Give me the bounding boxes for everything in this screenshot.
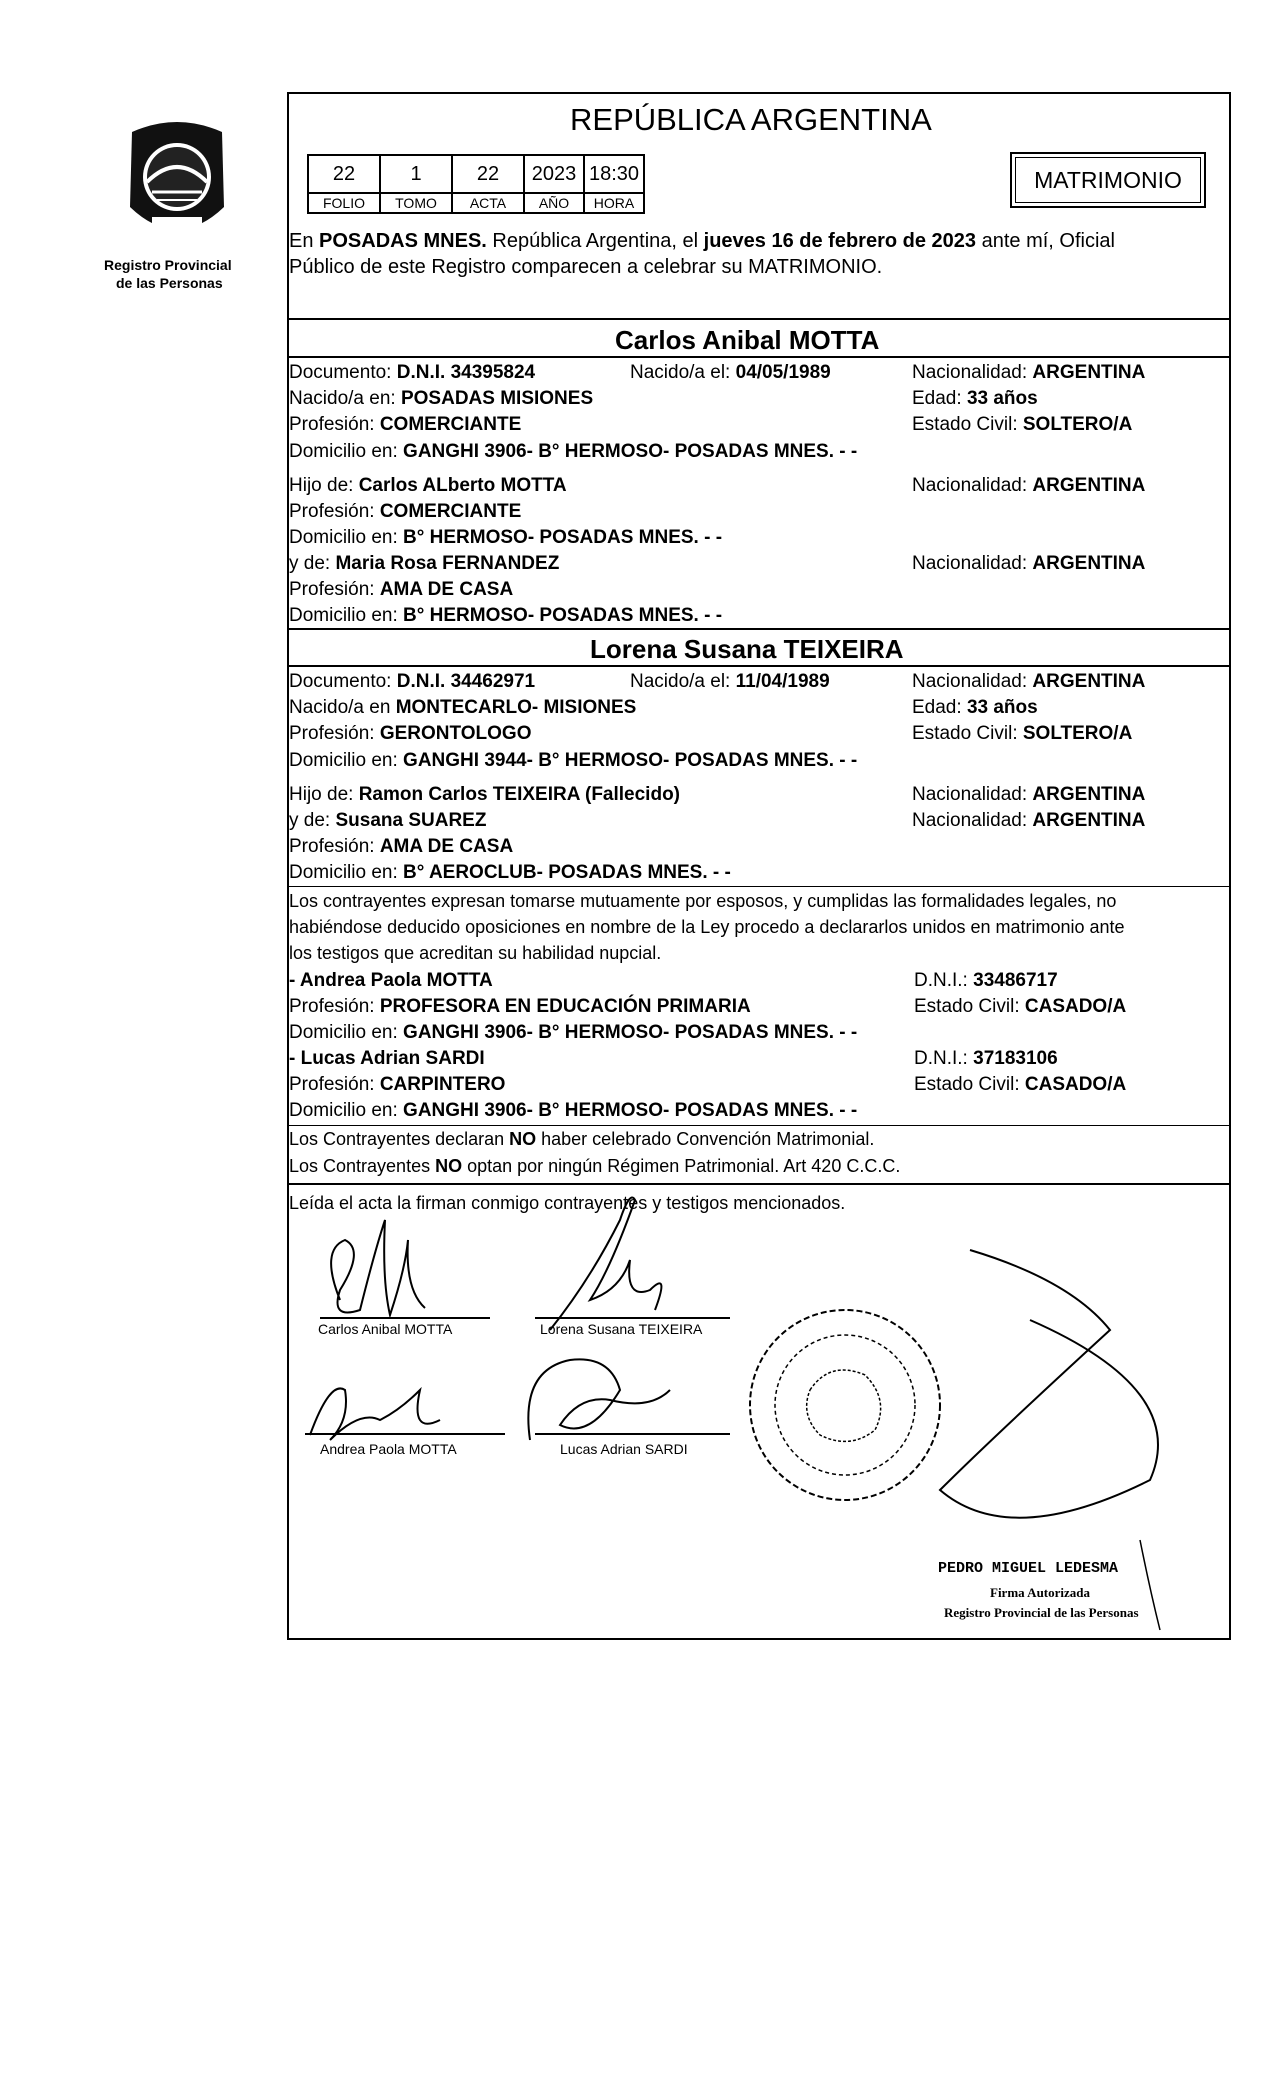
spouse2-birthplace: Nacido/a en MONTECARLO- MISIONES: [289, 697, 637, 718]
spouse2-name: Lorena Susana TEIXEIRA: [590, 634, 904, 664]
folio-label: FOLIO: [308, 193, 380, 213]
hour-value: 18:30: [584, 155, 644, 193]
witness2-profession: Profesión: CARPINTERO: [289, 1074, 506, 1095]
witness2-name: - Lucas Adrian SARDI: [289, 1048, 485, 1069]
spouse2-mother-address: Domicilio en: B° AEROCLUB- POSADAS MNES. - -: [289, 862, 731, 883]
spouse2-father: Hijo de: Ramon Carlos TEIXEIRA (Fallecido): [289, 784, 680, 805]
year-value: 2023: [524, 155, 584, 193]
logo-caption-line1: Registro Provincial: [104, 257, 232, 273]
signature-label-4: Lucas Adrian SARDI: [560, 1441, 688, 1457]
year-label: AÑO: [524, 193, 584, 213]
spouse2-profession: Profesión: GERONTOLOGO: [289, 723, 532, 744]
spouse1-document: Documento: D.N.I. 34395824: [289, 362, 536, 383]
intro-line2: Público de este Registro comparecen a celebrar su MATRIMONIO.: [289, 256, 883, 278]
spouse2-mother: y de: Susana SUAREZ: [289, 810, 487, 831]
ceremony-line3: los testigos que acreditan su habilidad nupcial.: [289, 943, 662, 963]
witness1-dni: D.N.I.: 33486717: [914, 970, 1058, 991]
acta-value: 22: [452, 155, 524, 193]
country-title: REPÚBLICA ARGENTINA: [570, 102, 932, 137]
spouse1-mother-address: Domicilio en: B° HERMOSO- POSADAS MNES. - -: [289, 605, 723, 626]
witness2-dni: D.N.I.: 37183106: [914, 1048, 1058, 1069]
folio-value: 22: [308, 155, 380, 193]
spouse2-address: Domicilio en: GANGHI 3944- B° HERMOSO- POSADAS MNES. - -: [289, 750, 858, 771]
record-type-box: [1010, 152, 1206, 208]
spouse2-nationality: Nacionalidad: ARGENTINA: [912, 671, 1146, 692]
spouse2-age: Edad: 33 años: [912, 697, 1038, 718]
spouse2-civil-status: Estado Civil: SOLTERO/A: [912, 723, 1133, 744]
witness1-address: Domicilio en: GANGHI 3906- B° HERMOSO- POSADAS MNES. - -: [289, 1022, 858, 1043]
spouse2-father-nationality: Nacionalidad: ARGENTINA: [912, 784, 1146, 805]
witness1-profession: Profesión: PROFESORA EN EDUCACIÓN PRIMARIA: [289, 996, 751, 1017]
witness2-address: Domicilio en: GANGHI 3906- B° HERMOSO- POSADAS MNES. - -: [289, 1100, 858, 1121]
spouse1-nationality: Nacionalidad: ARGENTINA: [912, 362, 1146, 383]
spouse1-mother-profession: Profesión: AMA DE CASA: [289, 579, 514, 600]
spouse1-mother: y de: Maria Rosa FERNANDEZ: [289, 553, 560, 574]
signature-label-3: Andrea Paola MOTTA: [320, 1441, 457, 1457]
official-org: Registro Provincial de las Personas: [944, 1605, 1139, 1620]
ceremony-line1: Los contrayentes expresan tomarse mutuamente por esposos, y cumplidas las formalidades legales, no: [289, 891, 1117, 911]
spouse1-birthplace: Nacido/a en: POSADAS MISIONES: [289, 388, 594, 409]
spouse1-civil-status: Estado Civil: SOLTERO/A: [912, 414, 1133, 435]
spouse1-mother-nationality: Nacionalidad: ARGENTINA: [912, 553, 1146, 574]
witness2-civil-status: Estado Civil: CASADO/A: [914, 1074, 1127, 1095]
province-logo: [112, 112, 242, 252]
spouse2-mother-nationality: Nacionalidad: ARGENTINA: [912, 810, 1146, 831]
logo-caption-line2: de las Personas: [116, 275, 223, 291]
spouse1-profession: Profesión: COMERCIANTE: [289, 414, 522, 435]
spouse1-birthdate: Nacido/a el: 04/05/1989: [630, 362, 831, 383]
record-type: MATRIMONIO: [1015, 157, 1201, 203]
official-title: Firma Autorizada: [990, 1585, 1091, 1600]
spouse1-name: Carlos Anibal MOTTA: [615, 325, 880, 355]
tomo-label: TOMO: [380, 193, 452, 213]
registry-table: [307, 154, 645, 214]
convention-line1: Los Contrayentes declaran NO haber celebrado Convención Matrimonial.: [289, 1129, 875, 1149]
reading-statement: Leída el acta la firman conmigo contrayentes y testigos mencionados.: [289, 1193, 846, 1213]
spouse1-age: Edad: 33 años: [912, 388, 1038, 409]
spouse1-father-nationality: Nacionalidad: ARGENTINA: [912, 475, 1146, 496]
spouse2-birthdate: Nacido/a el: 11/04/1989: [630, 671, 830, 692]
spouse1-address: Domicilio en: GANGHI 3906- B° HERMOSO- POSADAS MNES. - -: [289, 441, 858, 462]
witness1-civil-status: Estado Civil: CASADO/A: [914, 996, 1127, 1017]
intro-line1: En POSADAS MNES. República Argentina, el jueves 16 de febrero de 2023 ante mí, Oficial: [289, 230, 1115, 252]
spouse1-father-address: Domicilio en: B° HERMOSO- POSADAS MNES. - -: [289, 527, 723, 548]
signature-label-1: Carlos Anibal MOTTA: [318, 1321, 453, 1337]
spouse2-mother-profession: Profesión: AMA DE CASA: [289, 836, 514, 857]
convention-line2: Los Contrayentes NO optan por ningún Régimen Patrimonial. Art 420 C.C.C.: [289, 1156, 901, 1176]
spouse1-father-profession: Profesión: COMERCIANTE: [289, 501, 522, 522]
ceremony-line2: habiéndose deducido oposiciones en nombre de la Ley procedo a declararlos unidos en matrimonio ante: [289, 917, 1125, 937]
spouse1-father: Hijo de: Carlos ALberto MOTTA: [289, 475, 567, 496]
acta-label: ACTA: [452, 193, 524, 213]
tomo-value: 1: [380, 155, 452, 193]
spouse2-document: Documento: D.N.I. 34462971: [289, 671, 536, 692]
official-name: PEDRO MIGUEL LEDESMA: [938, 1560, 1119, 1577]
witness1-name: - Andrea Paola MOTTA: [289, 970, 493, 991]
signature-label-2: Lorena Susana TEIXEIRA: [540, 1321, 703, 1337]
hour-label: HORA: [584, 193, 644, 213]
